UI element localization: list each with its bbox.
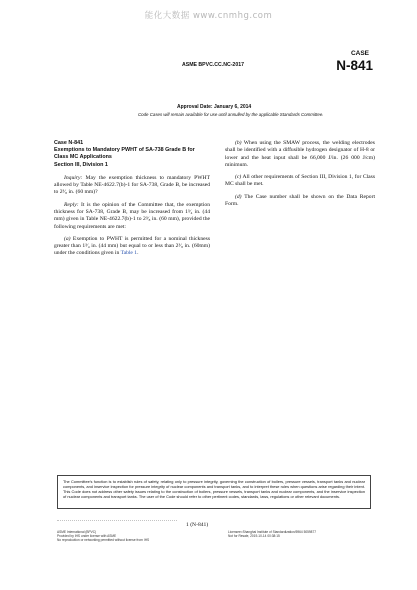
requirement-b-label: (b) (235, 140, 242, 146)
requirement-a-label: (a) (64, 235, 71, 242)
approval-note: Code Cases will remain available for use until annulled by the applicable Standards Committee. (138, 112, 324, 117)
case-title-line-4: Section III, Division 1 (54, 161, 108, 168)
case-title-line-1: Case N-841 (54, 140, 84, 146)
footer-left-line-1: ASME International (BPVC) (57, 530, 97, 534)
inquiry-label: Inquiry: (64, 174, 83, 181)
reply-text: It is the opinion of the Committee that, the exemption thickness for SA-738, Grade B, may be increased from 1³⁄₄ in. (44 mm) given in Table NE-4622.7(b)-1 to 2³⁄₈ in. (60 mm), provided the following requirements are met: (54, 201, 210, 230)
reply-label: Reply: (64, 201, 79, 208)
requirement-c-text: All other requirements of Section III, Division 1, for Class MC shall be met. (225, 174, 375, 188)
page-number: 1 (N-841) (186, 522, 209, 528)
case-title (54, 140, 210, 169)
reply-paragraph (54, 202, 210, 231)
requirement-b-text: When using the SMAW process, the welding electrodes shall be identified with a diffusible hydrogen designator of H-8 or lower and the heat input shall be 66,000 J/in. (26 000 J/cm) minimum. (225, 140, 375, 168)
footer-divider (57, 520, 177, 521)
requirement-c-label: (c) (235, 174, 242, 181)
header-code: ASME BPVC.CC.NC-2017 (182, 62, 244, 68)
watermark: 能化大数据 www.cnmhg.com (144, 11, 273, 21)
footer-license-right (228, 530, 316, 538)
case-title-line-3: Class MC Applications (54, 154, 112, 161)
requirement-a-end: . (137, 250, 139, 257)
approval-date: Approval Date: January 6, 2014 (177, 104, 252, 110)
footer-license-left (57, 530, 149, 542)
requirement-d (225, 194, 375, 209)
requirement-d-text: The Case number shall be shown on the Data Report Form. (225, 193, 375, 208)
left-column (54, 140, 210, 263)
requirement-c (225, 174, 375, 189)
committee-disclaimer-box: The Committee's function is to establish rules of safety, relating only to pressure integrity, governing the construction of boilers, pressure vessels, transport tanks and nuclear components, and inservice inspection for pressure integrity of nuclear components and transport tanks, and to interpret these rules when questions arise regarding their intent. This Code does not address other safety issues relating to the construction of boilers, pressure vessels, transport tanks and nuclear components, and the inservice inspection of nuclear components and transport tanks. The user of the Code should refer to other pertinent codes, standards, laws, regulations or other relevant documents. (57, 475, 371, 509)
footer-left-line-2: Provided by IHS under license with ASME (57, 534, 117, 539)
inquiry-text: May the exemption thickness to mandatory PWHT allowed by Table NE-4622.7(b)-1 for SA-738, Grade B, be increased to 2³⁄₈ in. (60 mm)? (54, 174, 211, 196)
table-1-link[interactable]: Table 1 (120, 250, 138, 257)
footer-right-line-2: Not for Resale, 2019-10-14 00:38:15 (228, 534, 280, 539)
case-label: CASE (350, 50, 369, 57)
footer-left-line-3: No reproduction or networking permitted without license from IHS (57, 538, 150, 543)
requirement-a (54, 236, 210, 258)
case-number: N-841 (336, 58, 373, 73)
footer-right-line-1: Licensee=Shanghai Institute of Standardization/5964 5059877 (228, 530, 316, 534)
requirement-a-text: Exemption to PWHT is permitted for a nominal thickness greater than 1³⁄₄ in. (44 mm) but equal to or less than 2³⁄₈ in. (60mm) under the conditions given in (54, 235, 210, 257)
requirement-d-label: (d) (235, 193, 242, 200)
right-column (225, 140, 375, 213)
case-title-line-2: Exemptions to Mandatory PWHT of SA-738 Grade B for (54, 147, 195, 154)
inquiry-paragraph (54, 175, 210, 197)
requirement-b (225, 140, 375, 169)
